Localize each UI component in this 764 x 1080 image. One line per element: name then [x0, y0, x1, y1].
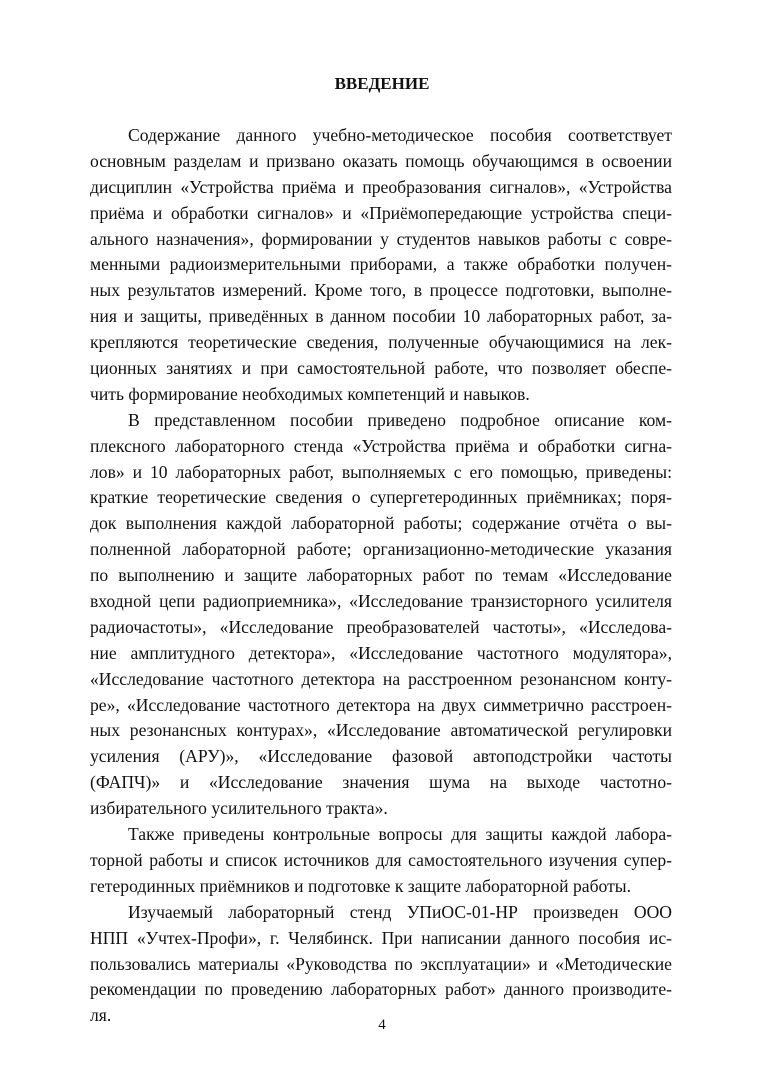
text-line: входной цепи радиоприемника», «Исследование транзисторного усилителя	[90, 591, 672, 612]
page-number: 4	[378, 1017, 386, 1033]
paragraph-2	[90, 408, 672, 822]
text-line: лов» и 10 лабораторных работ, выполняемых с его помощью, приведены:	[90, 461, 672, 482]
text-line: избирательного усилительного тракта».	[90, 798, 388, 819]
text-line: крепляются теоретические сведения, полученные обучающимися на лек-	[90, 332, 672, 353]
text-line: полненной лабораторной работе; организационно-методические указания	[90, 539, 672, 560]
text-line: дисциплин «Устройства приёма и преобразования сигналов», «Устройства	[90, 176, 672, 197]
text-line: Также приведены контрольные вопросы для защиты каждой лабора-	[128, 824, 672, 845]
text-line: краткие теоретические сведения о супергетеродинных приёмниках; поря-	[90, 487, 672, 508]
text-line: радиочастоты», «Исследование преобразователей частоты», «Исследова-	[90, 616, 672, 637]
text-line: ционных занятиях и при самостоятельной работе, что позволяет обеспе-	[90, 358, 672, 379]
text-line: Изучаемый лабораторный стенд УПиОС-01-НР произведен ООО	[128, 901, 672, 922]
text-line: ние амплитудного детектора», «Исследование частотного модулятора»,	[90, 642, 672, 663]
text-line: ных резонансных контурах», «Исследование автоматической регулировки	[90, 720, 672, 741]
text-line: чить формирование необходимых компетенций и навыков.	[90, 383, 530, 404]
text-line: (ФАПЧ)» и «Исследование значения шума на выходе частотно-	[90, 772, 672, 793]
text-line: Содержание данного учебно-методическое пособия соответствует	[128, 125, 672, 145]
text-line: НПП «Учтех-Профи», г. Челябинск. При написании данного пособия ис-	[90, 927, 672, 948]
text-line: менными радиоизмерительными приборами, а также обработки получен-	[90, 254, 672, 275]
text-line: приёма и обработки сигналов» и «Приёмопередающие устройства специ-	[90, 202, 672, 223]
text-line: по выполнению и защите лабораторных работ по темам «Исследование	[90, 565, 672, 586]
text-line: ля.	[90, 1005, 112, 1026]
paragraph-1	[90, 123, 672, 408]
text-line: ных результатов измерений. Кроме того, в процессе подготовки, выполне-	[90, 280, 672, 301]
body-text	[90, 123, 672, 1029]
paragraph-3	[90, 822, 672, 900]
text-line: плексного лабораторного стенда «Устройства приёма и обработки сигна-	[90, 435, 672, 456]
text-line: гетеродинных приёмников и подготовке к защите лабораторной работы.	[90, 875, 631, 896]
text-line: усиления (АРУ)», «Исследование фазовой автоподстройки частоты	[90, 746, 672, 767]
text-line: торной работы и список источников для самостоятельного изучения супер-	[90, 849, 672, 870]
paragraph-4	[90, 900, 672, 1029]
text-line: «Исследование частотного детектора на расстроенном резонансном конту-	[90, 668, 672, 689]
text-line: пользовались материалы «Руководства по эксплуатации» и «Методические	[90, 953, 672, 974]
text-line: док выполнения каждой лабораторной работы; содержание отчёта о вы-	[90, 513, 672, 534]
text-line: ния и защиты, приведённых в данном пособии 10 лабораторных работ, за-	[90, 306, 672, 327]
text-line: ального назначения», формировании у студентов навыков работы с совре-	[90, 228, 672, 249]
text-line: В представленном пособии приведено подробное описание ком-	[128, 409, 672, 430]
text-line: ре», «Исследование частотного детектора на двух симметрично расстроен-	[90, 694, 672, 715]
text-line: основным разделам и призвано оказать помощь обучающимся в освоении	[90, 150, 672, 171]
text-line: рекомендации по проведению лабораторных работ» данного производите-	[90, 979, 672, 1000]
section-heading: ВВЕДЕНИЕ	[334, 74, 430, 93]
